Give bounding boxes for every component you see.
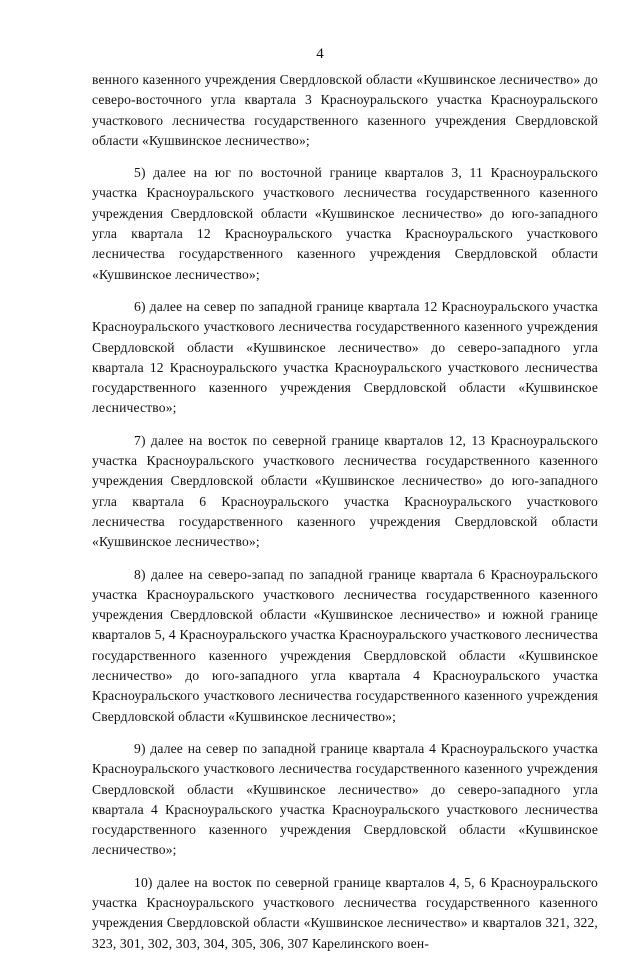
- page-number: 4: [316, 46, 324, 62]
- paragraph-item-8: 8) далее на северо-запад по западной границе квартала 6 Красноуральского участка Красноуральского участкового лесничества государственного казенного учреждения Свердловской области «Кушвинское лесничество» и южной границе кварталов 5, 4 Красноуральского участка Красноуральского участкового лесничества государственного казенного учреждения Свердловской области «Кушвинское лесничество» до юго-западного угла квартала 4 Красноуральского участка Красноуральского участкового лесничества государственного казенного учреждения Свердловской области «Кушвинское лесничество»;: [92, 566, 598, 724]
- paragraph-item-6: 6) далее на север по западной границе квартала 12 Красноуральского участка Красноуральского участкового лесничества государственного казенного учреждения Свердловской области «Кушвинское лесничество» до северо-западного угла квартала 12 Красноуральского участка Красноуральского участкового лесничества государственного казенного учреждения Свердловской области «Кушвинское лесничество»;: [92, 298, 598, 416]
- paragraph-item-10: 10) далее на восток по северной границе кварталов 4, 5, 6 Красноуральского участка Красноуральского участкового лесничества государственного казенного учреждения Свердловской области «Кушвинское лесничество» и кварталов 321, 322, 323, 301, 302, 303, 304, 305, 306, 307 Карелинского воен-: [92, 874, 598, 951]
- paragraph-item-5: 5) далее на юг по восточной границе кварталов 3, 11 Красноуральского участка Красноуральского участкового лесничества государственного казенного учреждения Свердловской области «Кушвинское лесничество» до юго-западного угла квартала 12 Красноуральского участка Красноуральского участкового лесничества государственного казенного учреждения Свердловской области «Кушвинское лесничество»;: [92, 165, 598, 282]
- paragraph-item-7: 7) далее на восток по северной границе кварталов 12, 13 Красноуральского участка Красноуральского участкового лесничества государственного казенного учреждения Свердловской области «Кушвинское лесничество» до юго-западного угла квартала 6 Красноуральского участка Красноуральского участкового лесничества государственного казенного учреждения Свердловской области «Кушвинское лесничество»;: [92, 432, 598, 550]
- document-body: [92, 70, 598, 966]
- paragraph-continuation: венного казенного учреждения Свердловской области «Кушвинское лесничество» до северо-восточного угла квартала 3 Красноуральского участка Красноуральского участкового лесничества государственного казенного учреждения Свердловской области «Кушвинское лесничество»;: [92, 72, 598, 148]
- paragraph-item-9: 9) далее на север по западной границе квартала 4 Красноуральского участка Красноуральского участкового лесничества государственного казенного учреждения Свердловской области «Кушвинское лесничество» до северо-западного угла квартала 4 Красноуральского участка Красноуральского участкового лесничества государственного казенного учреждения Свердловской области «Кушвинское лесничество»;: [92, 740, 598, 858]
